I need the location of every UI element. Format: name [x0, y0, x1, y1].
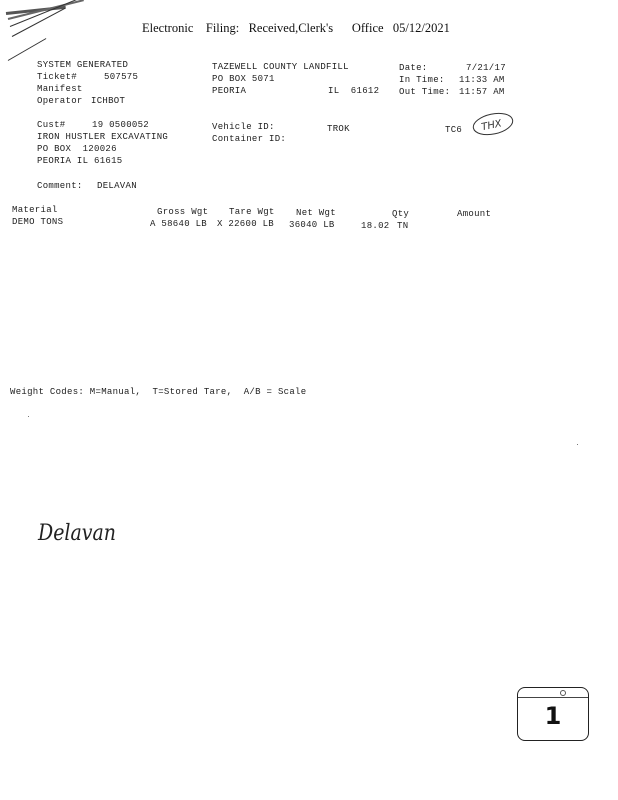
system-generated-label: SYSTEM GENERATED: [37, 60, 129, 70]
header-gross-wgt: Gross Wgt: [157, 207, 209, 217]
ticket-number: 507575: [104, 72, 139, 82]
vehicle-id-label: Vehicle ID:: [212, 122, 275, 132]
row-unit: TN: [397, 221, 409, 231]
row-gross: A 58640 LB: [150, 219, 208, 229]
code-label: TC6: [445, 125, 463, 135]
customer-name: IRON HUSTLER EXCAVATING: [37, 132, 169, 142]
page-number: 1: [544, 702, 562, 730]
cust-label: Cust#: [37, 120, 66, 130]
out-time-label: Out Time:: [399, 87, 451, 97]
in-time-label: In Time:: [399, 75, 445, 85]
landfill-city: PEORIA: [212, 86, 247, 96]
circled-note-icon: [470, 110, 518, 140]
customer-city: PEORIA IL 61615: [37, 156, 123, 166]
header-material: Material: [12, 205, 58, 215]
in-time-value: 11:33 AM: [459, 75, 505, 85]
date-value: 7/21/17: [466, 63, 506, 73]
weight-codes-note: Weight Codes: M=Manual, T=Stored Tare, A/B = Scale: [10, 387, 307, 397]
page-box-divider: [518, 697, 588, 698]
landfill-po-box: PO BOX 5071: [212, 74, 275, 84]
landfill-name: TAZEWELL COUNTY LANDFILL: [212, 62, 349, 72]
comment-value: DELAVAN: [97, 181, 137, 191]
header-net-wgt: Net Wgt: [296, 208, 336, 218]
out-time-value: 11:57 AM: [459, 87, 505, 97]
row-qty: 18.02: [361, 221, 390, 231]
handwritten-note: THX: [480, 118, 503, 134]
signature-text: Delavan: [37, 521, 116, 546]
operator-label: Operator: [37, 96, 83, 106]
header-amount: Amount: [457, 209, 492, 219]
page-number-box: [517, 687, 589, 741]
header-tare-wgt: Tare Wgt: [229, 207, 275, 217]
ticket-label: Ticket#: [37, 72, 77, 82]
vehicle-id-value: TROK: [327, 124, 350, 134]
cust-number: 19 0500052: [92, 120, 150, 130]
header-qty: Qty: [392, 209, 410, 219]
scan-speck: [28, 416, 29, 417]
row-net: 36040 LB: [289, 220, 335, 230]
customer-po-box: PO BOX 120026: [37, 144, 117, 154]
scan-speck: [577, 444, 578, 445]
handwritten-signature: [36, 508, 126, 552]
page-box-dot-icon: [560, 690, 566, 696]
date-label: Date:: [399, 63, 428, 73]
comment-label: Comment:: [37, 181, 83, 191]
filing-stamp: Electronic Filing: Received,Clerk's Office 05/12/2021: [142, 21, 450, 35]
manifest-label: Manifest: [37, 84, 83, 94]
container-id-label: Container ID:: [212, 134, 287, 144]
row-material: DEMO TONS: [12, 217, 64, 227]
row-tare: X 22600 LB: [217, 219, 275, 229]
landfill-state-zip: IL 61612: [328, 86, 380, 96]
operator-value: ICHBOT: [91, 96, 126, 106]
